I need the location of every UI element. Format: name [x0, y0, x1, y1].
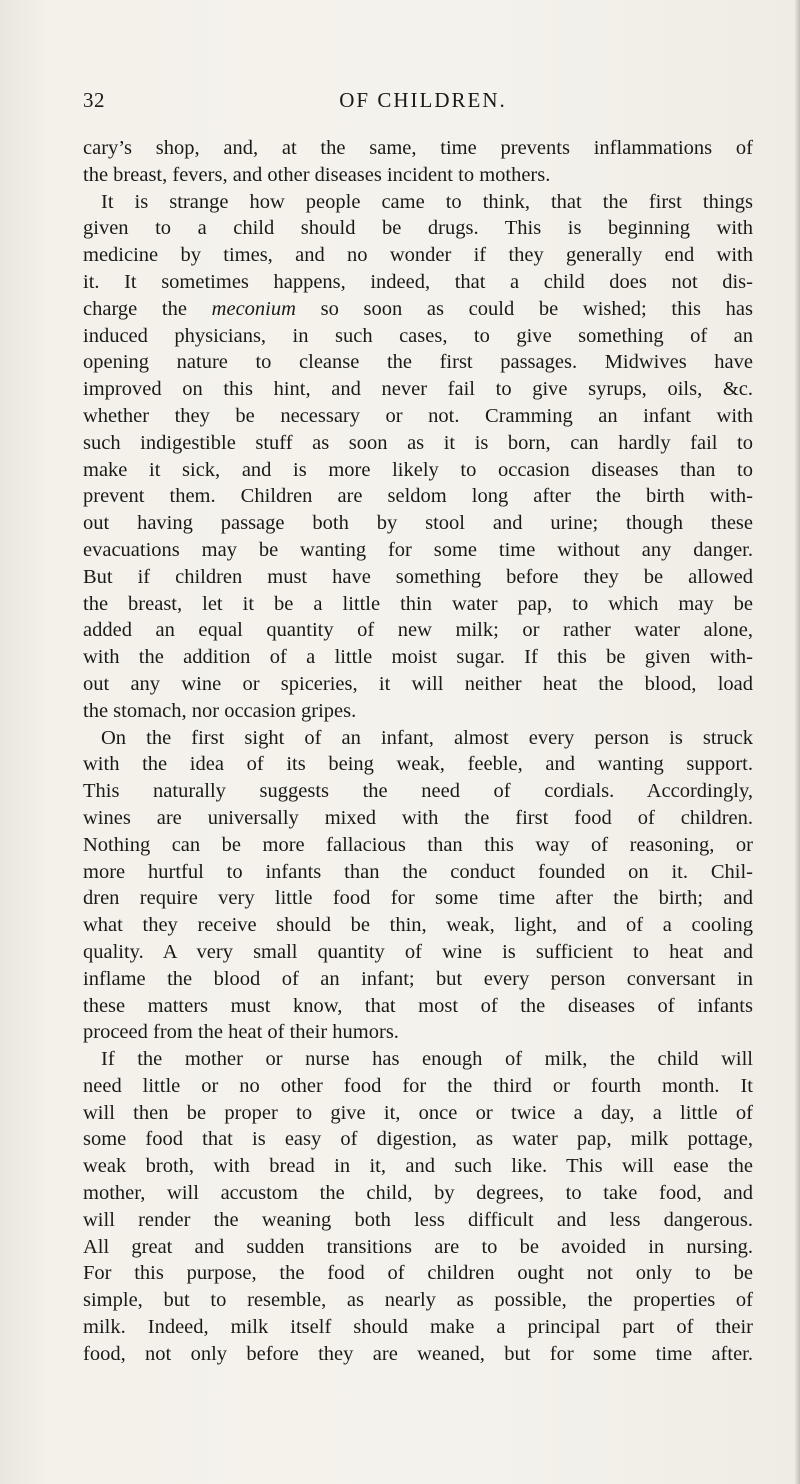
text-line-with-emphasis	[83, 296, 753, 323]
text-line: wines are universally mixed with the first food of children.	[83, 806, 753, 829]
text-line: inflame the blood of an infant; but every person conversant in	[83, 967, 753, 990]
text-line: opening nature to cleanse the first passages. Midwives have	[83, 351, 753, 374]
text-line: will then be proper to give it, once or twice a day, a little of	[83, 1101, 753, 1124]
text-line: For this purpose, the food of children ought not only to be	[83, 1262, 753, 1285]
text-line: out having passage both by stool and urine; though these	[83, 512, 753, 535]
paragraph-start-line: If the mother or nurse has enough of milk, the child will	[101, 1048, 753, 1071]
text-line: Nothing can be more fallacious than this way of reasoning, or	[83, 833, 753, 856]
text-line: This naturally suggests the need of cordials. Accordingly,	[83, 780, 753, 803]
text-line: But if children must have something before they be allowed	[83, 565, 753, 588]
text-line: added an equal quantity of new milk; or rather water alone,	[83, 619, 753, 642]
page-gutter-shadow	[794, 0, 800, 1484]
text-line: weak broth, with bread in it, and such like. This will ease the	[83, 1155, 753, 1178]
running-head: OF CHILDREN.	[339, 88, 507, 112]
text-segment: charge the	[83, 297, 187, 320]
text-line: it. It sometimes happens, indeed, that a child does not dis-	[83, 270, 753, 293]
text-line: dren require very little food for some time after the birth; and	[83, 887, 753, 910]
text-line: out any wine or spiceries, it will neither heat the blood, load	[83, 672, 753, 695]
text-line: milk. Indeed, milk itself should make a principal part of their	[83, 1316, 753, 1339]
text-line: more hurtful to infants than the conduct founded on it. Chil-	[83, 860, 753, 883]
text-line: prevent them. Children are seldom long after the birth with-	[83, 485, 753, 508]
text-line: whether they be necessary or not. Cramming an infant with	[83, 404, 753, 427]
text-line: medicine by times, and no wonder if they generally end with	[83, 244, 753, 267]
text-line: with the addition of a little moist sugar. If this be given with-	[83, 646, 753, 669]
text-line: such indigestible stuff as soon as it is born, can hardly fail to	[83, 431, 753, 454]
text-line: make it sick, and is more likely to occasion diseases than to	[83, 458, 753, 481]
page-header	[83, 88, 753, 118]
text-line: some food that is easy of digestion, as water pap, milk pottage,	[83, 1128, 753, 1151]
text-line: given to a child should be drugs. This is beginning with	[83, 217, 753, 240]
text-line: mother, will accustom the child, by degrees, to take food, and	[83, 1182, 753, 1205]
body-text	[83, 135, 753, 1368]
paragraph-start-line: It is strange how people came to think, that the first things	[101, 190, 753, 213]
text-line: will render the weaning both less difficult and less dangerous.	[83, 1208, 753, 1231]
text-line: All great and sudden transitions are to be avoided in nursing.	[83, 1235, 753, 1258]
text-line: evacuations may be wanting for some time without any danger.	[83, 538, 753, 561]
page-number: 32	[83, 88, 105, 112]
text-line: the breast, fevers, and other diseases incident to mothers.	[83, 163, 551, 186]
text-line: the breast, let it be a little thin water pap, to which may be	[83, 592, 753, 615]
text-line: what they receive should be thin, weak, light, and of a cooling	[83, 914, 753, 937]
text-segment: so soon as could be wished; this has	[320, 297, 754, 320]
text-line: cary’s shop, and, at the same, time prevents inflammations of	[83, 137, 753, 159]
text-line: the stomach, nor occasion gripes.	[83, 699, 357, 722]
text-line: these matters must know, that most of the diseases of infants	[83, 994, 753, 1017]
text-line: with the idea of its being weak, feeble, and wanting support.	[83, 753, 753, 776]
text-line: quality. A very small quantity of wine is sufficient to heat and	[83, 940, 753, 963]
text-line: food, not only before they are weaned, but for some time after.	[83, 1342, 753, 1365]
text-line: simple, but to resemble, as nearly as possible, the properties of	[83, 1289, 753, 1312]
emphasis-meconium: meconium	[211, 297, 296, 320]
paragraph-start-line: On the first sight of an infant, almost every person is struck	[101, 726, 753, 749]
text-line: proceed from the heat of their humors.	[83, 1021, 399, 1044]
text-line: induced physicians, in such cases, to give something of an	[83, 324, 753, 347]
text-line: need little or no other food for the third or fourth month. It	[83, 1074, 753, 1097]
text-line: improved on this hint, and never fail to give syrups, oils, &c.	[83, 378, 753, 401]
